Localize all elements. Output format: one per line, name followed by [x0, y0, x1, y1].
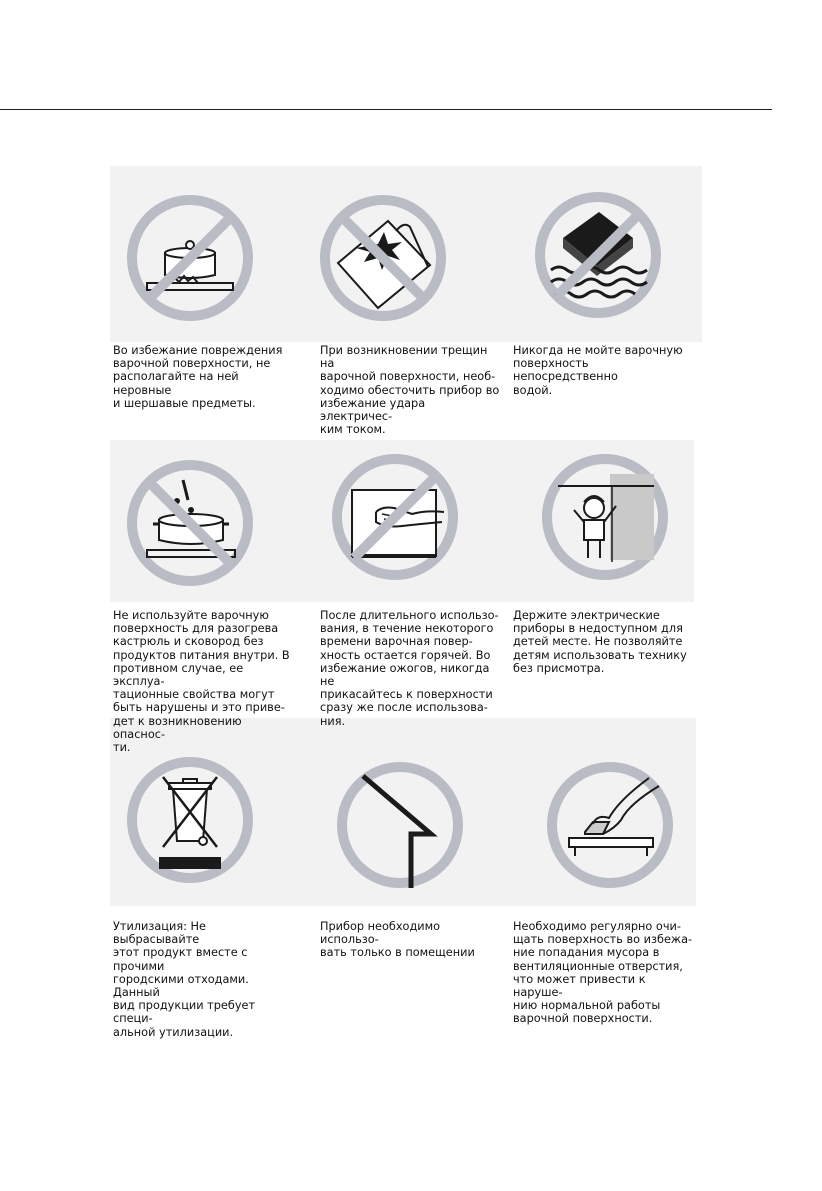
header-rule	[0, 109, 772, 110]
no-cracked-surface-icon	[318, 193, 448, 323]
caption-r1c2: При возникновении трещин на варочной поверхности, необ- ходимо обесточить прибор во избежание удара электричес- ким током.	[320, 344, 500, 437]
caption-r3c2: Прибор необходимо использо- вать только в помещении	[320, 920, 475, 960]
caption-r2c2: После длительного использо- вания, в течение некоторого времени варочная повер- хность остается горячей. Во избежание ожогов, никогда не прикасайтесь к поверхности сразу же после использова- ния.	[320, 609, 499, 728]
caption-r2c1: Не используйте варочную поверхность для разогрева кастрюль и сковород без продуктов питания внутри. В противном случае, ее эксплуа- тационные свойства могут быть нарушены и это приве- дет к возникновению опаснос- ти.	[113, 609, 290, 755]
no-water-wash-icon	[533, 190, 663, 320]
crossed-out-bin-icon	[125, 755, 255, 885]
caption-r1c1: Во избежание повреждения варочной поверхности, не располагайте на ней неровные и шершавые предметы.	[113, 344, 283, 410]
caption-r1c3: Никогда не мойте варочную поверхность непосредственно водой.	[513, 344, 683, 397]
no-empty-pot-icon	[125, 458, 255, 588]
keep-from-children-icon	[540, 452, 670, 582]
clean-surface-icon	[545, 760, 675, 890]
caption-r3c3: Необходимо регулярно очи- щать поверхность во избежа- ние попадания мусора в вентиляционные отверстия, что может привести к наруше- нию нормальной работы варочной поверхности.	[513, 920, 693, 1026]
indoor-use-only-icon	[335, 760, 465, 890]
hot-surface-icon	[330, 452, 460, 582]
no-rough-objects-icon	[125, 193, 255, 323]
caption-r3c1: Утилизация: Не выбрасывайте этот продукт вместе с прочими городскими отходами. Данный вид продукции требует специ- альной утилизации.	[113, 920, 256, 1039]
caption-r2c3: Держите электрические приборы в недоступном для детей месте. Не позволяйте детям использовать технику без присмотра.	[513, 609, 687, 675]
